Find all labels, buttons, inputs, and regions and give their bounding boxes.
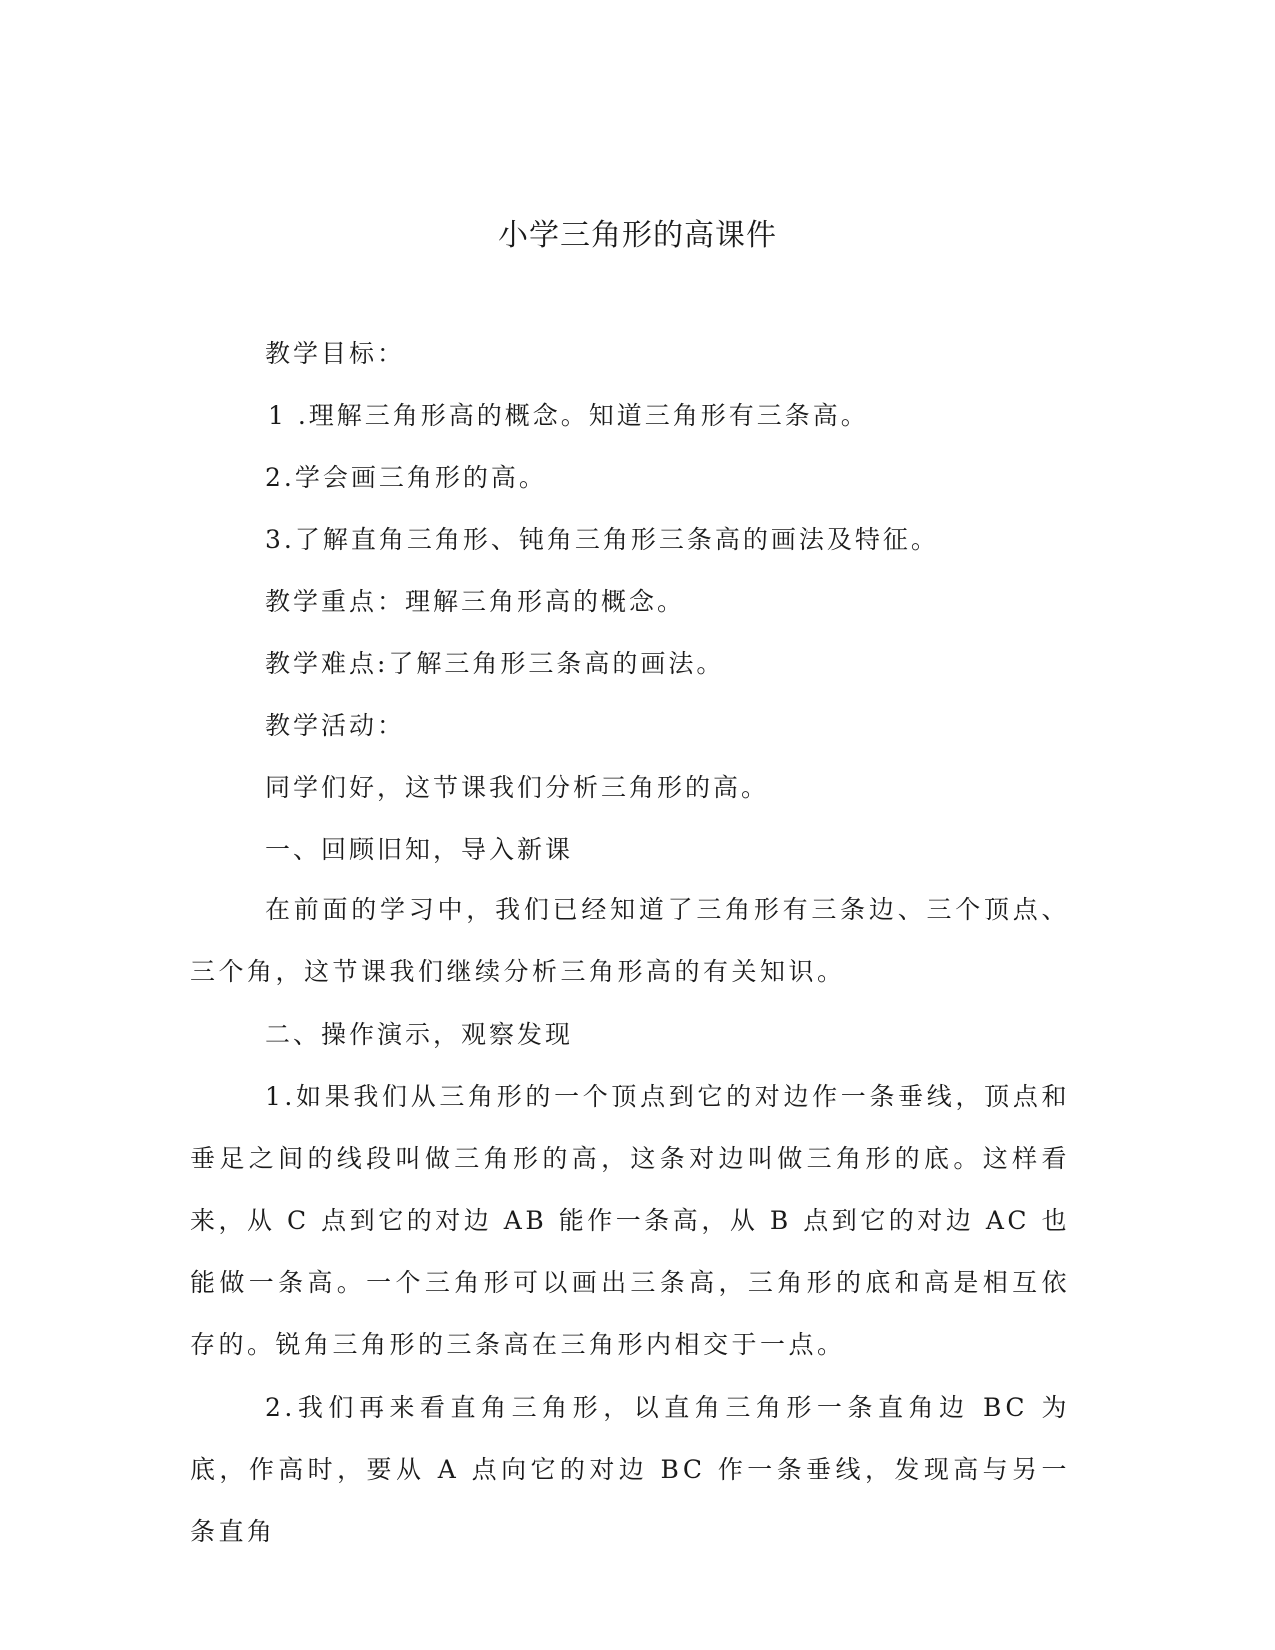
objective-3: 3.了解直角三角形、钝角三角形三条高的画法及特征。	[265, 525, 939, 554]
objectives-heading: 教学目标：	[265, 339, 406, 368]
section-2-heading: 二、操作演示，观察发现	[265, 1020, 574, 1049]
objective-2: 2.学会画三角形的高。	[265, 463, 547, 492]
paragraph-right-triangle: 2.我们再来看直角三角形，以直角三角形一条直角边 BC 为底，作高时，要从 A 点向它的对边 BC 作一条垂线，发现高与另一条直角	[190, 1393, 1070, 1546]
section-1-heading: 一、回顾旧知，导入新课	[265, 835, 574, 864]
objective-1: 1 .理解三角形高的概念。知道三角形有三条高。	[268, 401, 869, 430]
paragraph-definition: 1.如果我们从三角形的一个顶点到它的对边作一条垂线，顶点和垂足之间的线段叫做三角形的高，这条对边叫做三角形的底。这样看来，从 C 点到它的对边 AB 能作一条高，从 B 点到它的对边 AC 也能做一条高。一个三角形可以画出三条高，三角形的底和高是相互依存的。锐角三角形的三条高在三角形内相交于一点。	[190, 1082, 1070, 1359]
greeting: 同学们好，这节课我们分析三角形的高。	[265, 773, 770, 802]
difficult-point: 教学难点:了解三角形三条高的画法。	[265, 649, 725, 678]
document-title: 小学三角形的高课件	[498, 218, 777, 253]
activities-heading: 教学活动：	[265, 711, 406, 740]
document-body	[190, 334, 1070, 1564]
paragraph-review: 在前面的学习中，我们已经知道了三角形有三条边、三个顶点、三个角，这节课我们继续分析三角形高的有关知识。	[190, 895, 1070, 986]
key-point: 教学重点：理解三角形高的概念。	[265, 587, 686, 616]
